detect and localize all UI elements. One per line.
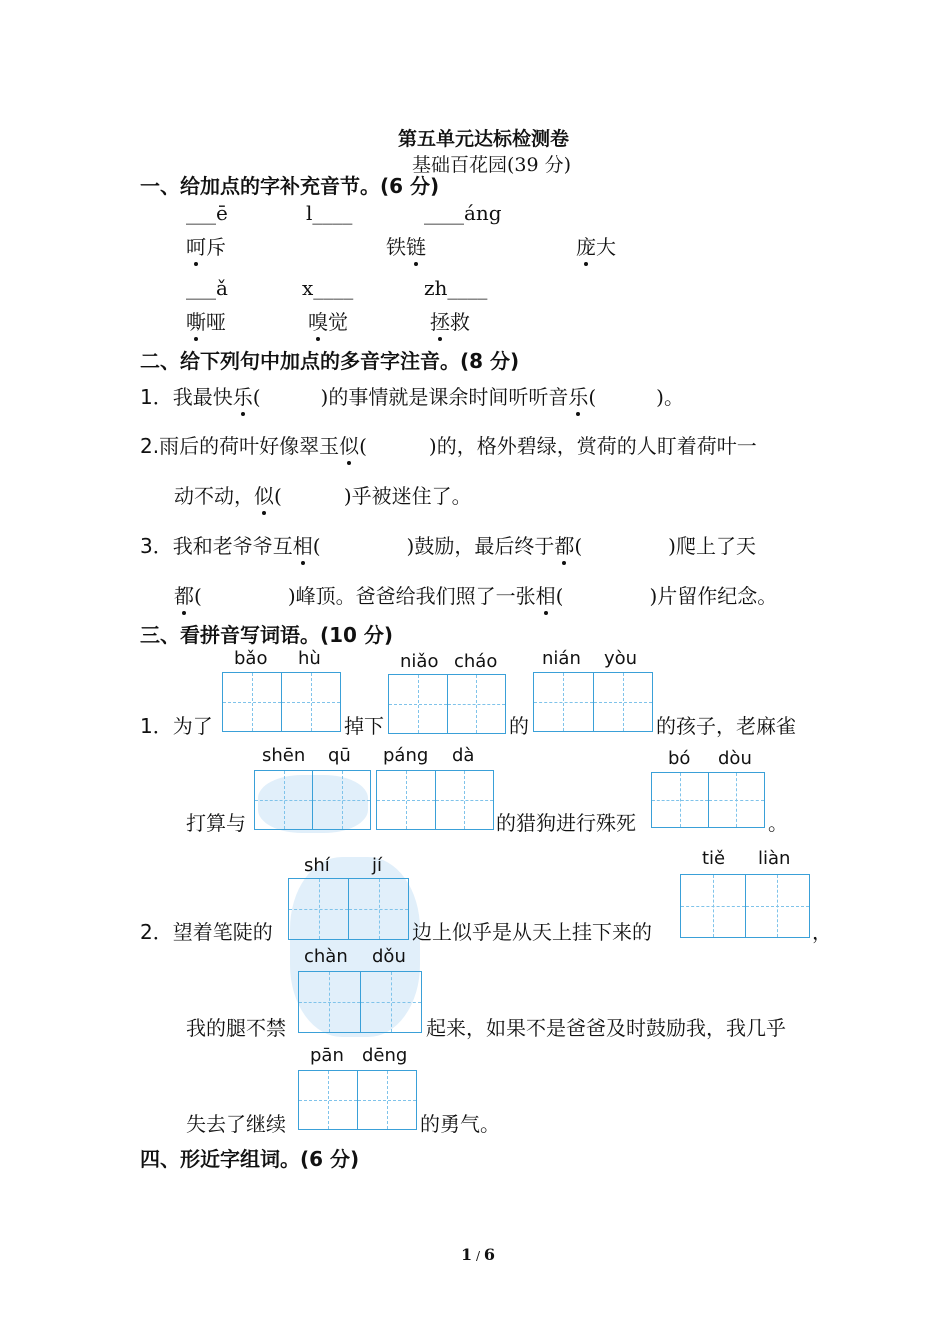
pinyin-tie: tiě <box>702 848 726 869</box>
q1-blank-2: l____ <box>306 201 353 225</box>
q3-line1-c: 的 <box>509 714 529 738</box>
answer-grid-shiji[interactable] <box>288 878 409 940</box>
answer-grid-bodou[interactable] <box>651 772 765 828</box>
pinyin-ji: jí <box>372 855 383 876</box>
pinyin-bo: bó <box>668 748 691 769</box>
q4-heading: 四、形近字组词。(6 分) <box>140 1147 360 1171</box>
q1-blank-6: zh____ <box>424 276 488 300</box>
answer-grid-baohu[interactable] <box>222 672 341 732</box>
pinyin-you: yòu <box>604 648 638 669</box>
q1-word-5: 嗅觉 <box>308 310 348 334</box>
answer-grid-niaochao[interactable] <box>388 674 506 734</box>
q3-line3-start: 2．望着笔陡的 <box>140 920 273 944</box>
page-title: 第五单元达标检测卷 <box>398 128 570 150</box>
answer-grid-pangda[interactable] <box>376 770 494 830</box>
q3-line3-c: ， <box>812 920 832 944</box>
q1-word-6: 拯救 <box>430 310 470 334</box>
q3-line3-b: 边上似乎是从天上挂下来的 <box>412 920 652 944</box>
q3-line1-start: 1．为了 <box>140 714 213 738</box>
q2-sentence-3a: 3．我和老爷爷互相( )鼓励，最后终于都( )爬上了天 <box>140 534 756 558</box>
q1-word-2: 铁链 <box>386 235 426 259</box>
pinyin-deng: dēng <box>362 1045 408 1066</box>
q1-word-3: 庞大 <box>576 235 616 259</box>
pinyin-shen: shēn <box>262 745 306 766</box>
q2-sentence-1: 1．我最快乐( )的事情就是课余时间听听音乐( )。 <box>140 385 684 409</box>
pinyin-pan: pān <box>310 1045 344 1066</box>
pinyin-dou2: dǒu <box>372 946 406 967</box>
q3-line2-c: 。 <box>768 811 788 835</box>
q3-line2-a: 打算与 <box>186 811 246 835</box>
page-number: 1 / 6 <box>461 1245 495 1264</box>
q3-line4-a: 我的腿不禁 <box>186 1016 286 1040</box>
pinyin-lian: liàn <box>758 848 791 869</box>
pinyin-dou: dòu <box>718 748 752 769</box>
q3-line5-a: 失去了继续 <box>186 1112 286 1136</box>
answer-grid-shenqu[interactable] <box>254 770 371 830</box>
q1-blank-5: x____ <box>302 276 354 300</box>
q1-blank-4: ___ǎ <box>186 276 228 300</box>
q3-line4-b: 起来，如果不是爸爸及时鼓励我，我几乎 <box>426 1016 786 1040</box>
pinyin-hu: hù <box>298 648 321 669</box>
pinyin-da: dà <box>452 745 475 766</box>
pinyin-bao: bǎo <box>234 648 268 669</box>
q3-heading: 三、看拼音写词语。(10 分) <box>140 623 394 647</box>
answer-grid-nianyou[interactable] <box>533 672 653 732</box>
q2-sentence-2a: 2.雨后的荷叶好像翠玉似( )的，格外碧绿，赏荷的人盯着荷叶一 <box>140 434 757 458</box>
answer-grid-chandou[interactable] <box>298 971 422 1033</box>
pinyin-chao: cháo <box>454 651 498 672</box>
pinyin-nian: nián <box>542 648 581 669</box>
q3-line5-b: 的勇气。 <box>420 1112 500 1136</box>
q3-line1-d: 的孩子，老麻雀 <box>656 714 796 738</box>
q3-line1-b: 掉下 <box>344 714 384 738</box>
q3-line2-b: 的猎狗进行殊死 <box>496 811 636 835</box>
pinyin-chan: chàn <box>304 946 348 967</box>
answer-grid-pandeng[interactable] <box>298 1070 417 1130</box>
pinyin-shi: shí <box>304 855 330 876</box>
q1-word-1: 呵斥 <box>186 235 226 259</box>
section-subtitle: 基础百花园(39 分) <box>412 154 572 176</box>
q2-sentence-3b: 都( )峰顶。爸爸给我们照了一张相( )片留作纪念。 <box>174 584 778 608</box>
q1-heading: 一、给加点的字补充音节。(6 分) <box>140 174 440 198</box>
q2-sentence-2b: 动不动，似( )乎被迷住了。 <box>174 484 472 508</box>
q1-blank-1: ___ē <box>186 201 228 225</box>
pinyin-qu: qū <box>328 745 351 766</box>
q1-blank-3: ____áng <box>424 201 502 225</box>
answer-grid-tielian[interactable] <box>680 874 810 938</box>
pinyin-niao: niǎo <box>400 651 439 672</box>
q2-heading: 二、给下列句中加点的多音字注音。(8 分) <box>140 349 520 373</box>
pinyin-pang: páng <box>383 745 429 766</box>
q1-word-4: 嘶哑 <box>186 310 226 334</box>
